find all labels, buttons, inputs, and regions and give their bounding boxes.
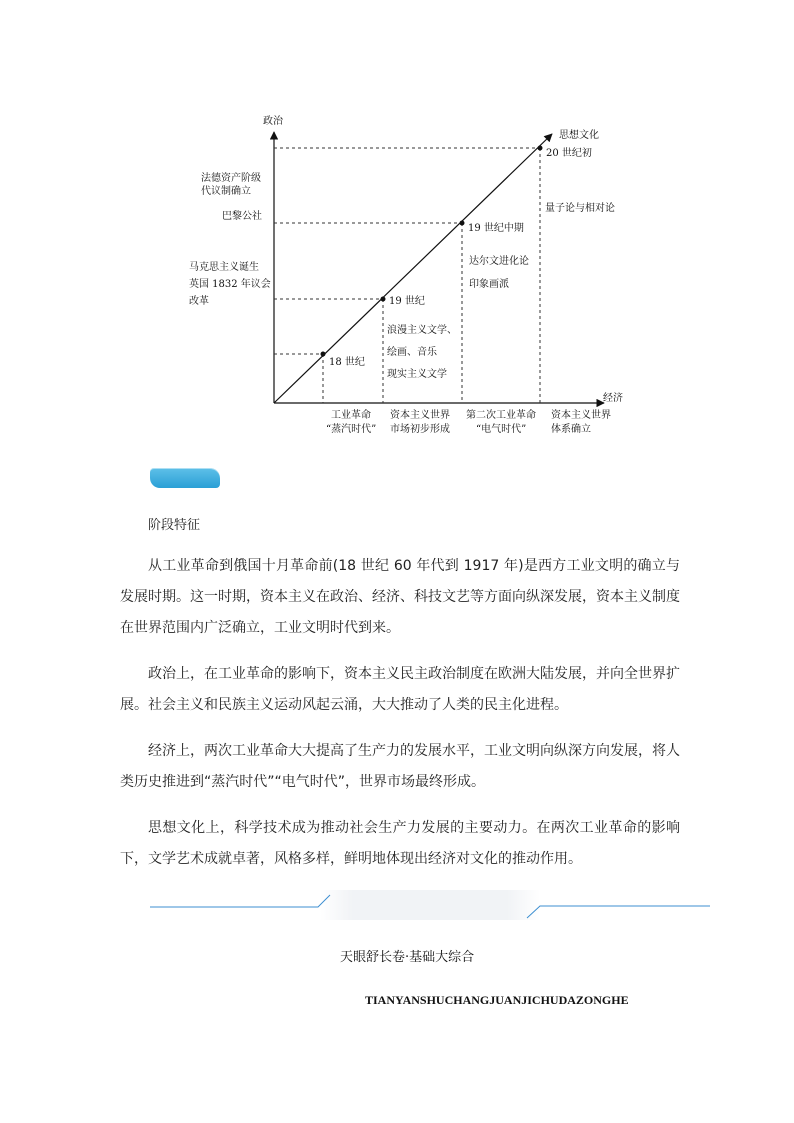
paragraph: 思想文化上，科学技术成为推动社会生产力发展的主要动力。在两次工业革命的影响下，文学艺术成就卓著，风格多样，鲜明地体现出经济对文化的推动作用。 xyxy=(120,820,680,867)
footer-decoration xyxy=(0,890,794,930)
economic-label: “蒸汽时代” xyxy=(326,424,377,435)
economic-label: 资本主义世界 xyxy=(551,410,611,421)
section-badge xyxy=(150,468,220,488)
political-label: 马克思主义诞生 xyxy=(189,262,259,273)
economic-label: “电气时代” xyxy=(476,424,527,435)
footer-title: 天眼舒长卷·基础大综合 xyxy=(340,950,475,965)
section-title: 阶段特征 xyxy=(148,518,201,533)
culture-label: 浪漫主义文学、 xyxy=(387,325,457,336)
political-label: 改革 xyxy=(189,296,209,307)
economic-label: 第二次工业革命 xyxy=(466,410,536,421)
culture-label: 印象画派 xyxy=(469,279,509,290)
point-label: 19 世纪 xyxy=(389,296,425,307)
political-label: 法德资产阶级 xyxy=(201,173,261,184)
point-label: 18 世纪 xyxy=(329,357,365,368)
economic-label: 工业革命 xyxy=(331,410,371,421)
economic-label: 体系确立 xyxy=(551,424,591,435)
y-axis-label: 政治 xyxy=(263,116,283,127)
paragraph: 经济上，两次工业革命大大提高了生产力的发展水平，工业文明向纵深方向发展，将人类历史推进到“蒸汽时代”“电气时代”，世界市场最终形成。 xyxy=(120,743,680,790)
economic-label: 市场初步形成 xyxy=(390,424,450,435)
point-19c xyxy=(381,297,386,302)
economic-label: 资本主义世界 xyxy=(390,410,450,421)
culture-label: 绘画、音乐 xyxy=(387,347,437,358)
culture-label: 达尔文进化论 xyxy=(469,256,529,267)
culture-label: 量子论与相对论 xyxy=(545,203,615,214)
point-18c xyxy=(321,352,326,357)
paragraph: 政治上，在工业革命的影响下，资本主义民主政治制度在欧洲大陆发展，并向全世界扩展。社会主义和民族主义运动风起云涌，大大推动了人类的民主化进程。 xyxy=(120,666,680,713)
point-label: 20 世纪初 xyxy=(546,148,592,159)
paragraph: 从工业革命到俄国十月革命前(18 世纪 60 年代到 1917 年)是西方工业文明的确立与发展时期。这一时期，资本主义在政治、经济、科技文艺等方面向纵深发展，资本主义制度在世界范围内广泛确立，工业文明时代到来。 xyxy=(120,558,680,636)
political-label: 代议制确立 xyxy=(201,186,251,197)
x-axis-label: 经济 xyxy=(603,393,623,404)
footer-pinyin: TIANYANSHUCHANGJUANJICHUDAZONGHE xyxy=(365,993,629,1007)
point-19c-mid xyxy=(460,221,465,226)
diagonal-axis-label: 思想文化 xyxy=(559,130,599,141)
point-20c xyxy=(538,146,543,151)
culture-label: 现实主义文学 xyxy=(387,369,447,380)
political-label: 巴黎公社 xyxy=(222,211,262,222)
political-label: 英国 1832 年议会 xyxy=(189,279,271,290)
history-stage-diagram xyxy=(0,0,794,460)
diagonal-axis xyxy=(274,134,552,403)
point-label: 19 世纪中期 xyxy=(468,223,524,234)
